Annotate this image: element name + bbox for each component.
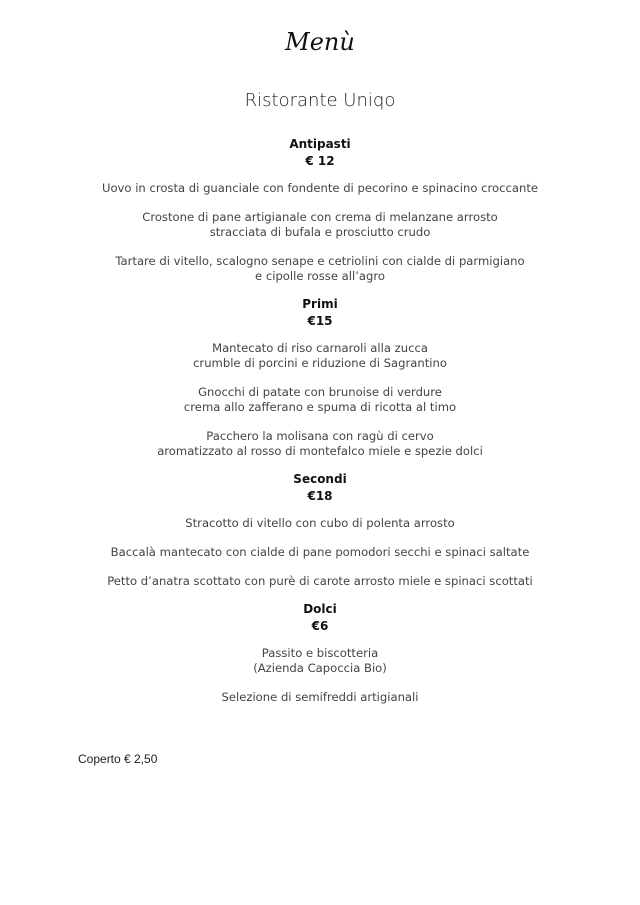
menu-item	[0, 254, 640, 284]
item-line: crumble di porcini e riduzione di Sagrantino	[193, 355, 447, 370]
item-line: Passito e biscotteria	[261, 645, 379, 660]
menu-item	[0, 385, 640, 415]
menu-item	[0, 690, 640, 705]
section-heading: Secondi	[293, 472, 347, 486]
menu-item	[0, 341, 640, 371]
item-line: Mantecato di riso carnaroli alla zucca	[212, 340, 428, 355]
item-line: e cipolle rosse all’agro	[255, 268, 385, 283]
item-line: Crostone di pane artigianale con crema di melanzane arrosto	[142, 209, 498, 224]
menu-item	[0, 429, 640, 459]
menu-title: Menù	[285, 28, 355, 56]
item-line: Gnocchi di patate con brunoise di verdure	[198, 384, 442, 399]
item-line: Selezione di semifreddi artigianali	[221, 689, 419, 704]
section-price: € 12	[305, 153, 335, 168]
restaurant-name: Ristorante Uniqo	[244, 90, 396, 111]
item-line: Uovo in crosta di guanciale con fondente di pecorino e spinacino croccante	[101, 180, 539, 195]
item-line: stracciata di bufala e prosciutto crudo	[209, 224, 431, 239]
menu-item	[0, 646, 640, 676]
section-price: €6	[311, 618, 329, 633]
section-secondi	[0, 471, 640, 589]
item-line: crema allo zafferano e spuma di ricotta al timo	[183, 399, 457, 414]
item-line: Petto d’anatra scottato con purè di carote arrosto miele e spinaci scottati	[107, 573, 533, 588]
section-heading: Antipasti	[289, 137, 351, 151]
section-heading: Primi	[302, 297, 338, 311]
item-line: Stracotto di vitello con cubo di polenta arrosto	[185, 515, 455, 530]
section-price: €18	[307, 488, 333, 503]
menu-item	[0, 210, 640, 240]
item-line: aromatizzato al rosso di montefalco miele e spezie dolci	[157, 443, 483, 458]
menu-item	[0, 181, 640, 196]
section-primi	[0, 296, 640, 459]
menu-item	[0, 574, 640, 589]
item-line: Baccalà mantecato con cialde di pane pomodori secchi e spinaci saltate	[110, 544, 530, 559]
menu-item	[0, 516, 640, 531]
cover-charge: Coperto € 2,50	[78, 752, 158, 766]
item-line: (Azienda Capoccia Bio)	[253, 660, 387, 675]
section-heading: Dolci	[303, 602, 337, 616]
section-antipasti	[0, 136, 640, 284]
menu-sections	[0, 136, 640, 717]
item-line: Tartare di vitello, scalogno senape e cetriolini con cialde di parmigiano	[115, 253, 525, 268]
section-dolci	[0, 601, 640, 705]
menu-item	[0, 545, 640, 560]
section-price: €15	[307, 313, 333, 328]
item-line: Pacchero la molisana con ragù di cervo	[206, 428, 434, 443]
